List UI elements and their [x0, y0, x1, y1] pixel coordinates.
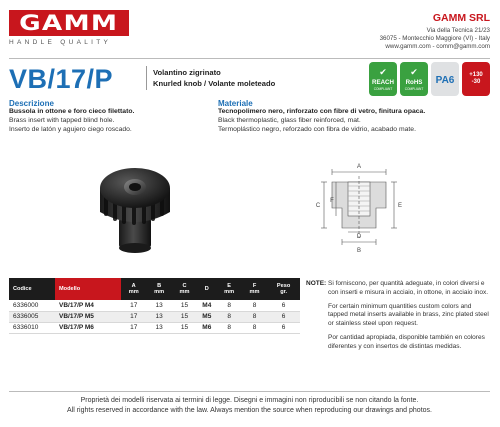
- cell-e: 8: [216, 322, 241, 333]
- cell-modello: VB/17/P M5: [55, 311, 121, 322]
- material-text: [218, 108, 490, 134]
- dim-label-a: A: [356, 164, 362, 170]
- cell-d: M6: [197, 322, 216, 333]
- temperature-badge: [462, 62, 490, 96]
- cell-modello: VB/17/P M6: [55, 322, 121, 333]
- logo-box: [9, 10, 129, 36]
- cell-a: 17: [121, 311, 146, 322]
- table-row: [9, 311, 300, 322]
- cell-c: 15: [172, 311, 197, 322]
- technical-drawing: [302, 158, 414, 258]
- cell-c: 15: [172, 322, 197, 333]
- temperature-max: +130: [469, 72, 483, 78]
- material-it: Tecnopolimero nero, rinforzato con fibre di vetro, finitura opaca.: [218, 108, 426, 115]
- title-separator: [146, 66, 147, 90]
- reach-badge-name: REACH: [371, 78, 394, 86]
- cell-peso: 6: [267, 311, 300, 322]
- description-text: [9, 108, 209, 134]
- cell-a: 17: [121, 322, 146, 333]
- gamm-logo: [9, 10, 129, 46]
- table-row: [9, 300, 300, 311]
- notes-body: [328, 280, 490, 352]
- cell-peso: 6: [267, 300, 300, 311]
- product-name-it: Volantino zigrinato: [153, 68, 221, 77]
- header-a: A mm: [121, 278, 146, 300]
- header-b: B mm: [146, 278, 171, 300]
- table-row: [9, 322, 300, 333]
- rohs-badge-sub: COMPLIANT: [404, 86, 424, 91]
- header-d: D: [197, 278, 216, 300]
- cell-a: 17: [121, 300, 146, 311]
- cell-b: 13: [146, 322, 171, 333]
- reach-badge-sub: COMPLIANT: [373, 86, 393, 91]
- description-es: Inserto de latón y agujero ciego roscado.: [9, 125, 132, 133]
- company-address-line1: Via della Tecnica 21/23: [426, 27, 490, 34]
- material-badge: [431, 62, 459, 96]
- footer-divider: [9, 391, 490, 392]
- cell-b: 13: [146, 300, 171, 311]
- dim-label-f: F: [330, 198, 334, 204]
- cell-codice: 6336000: [9, 300, 55, 311]
- dimensions-table: [9, 278, 300, 334]
- company-contact-line: www.gamm.com - comm@gamm.com: [385, 42, 490, 50]
- header-codice: Codice: [9, 278, 55, 300]
- product-code-title: VB/17/P: [9, 64, 114, 94]
- cell-e: 8: [216, 300, 241, 311]
- reach-badge: [369, 62, 397, 96]
- cell-b: 13: [146, 311, 171, 322]
- dim-label-e: E: [397, 203, 403, 209]
- reach-check-icon: ✔: [379, 66, 387, 77]
- footer-en: All rights reserved in accordance with the law. Always mention the source when reproducing our drawings and photos.: [67, 407, 432, 414]
- description-it: Bussola in ottone e foro cieco filettato.: [9, 108, 135, 115]
- rohs-badge: [400, 62, 428, 96]
- header-f: F mm: [242, 278, 267, 300]
- cell-f: 8: [242, 300, 267, 311]
- cell-e: 8: [216, 311, 241, 322]
- product-name-en-es: Knurled knob / Volante moleteado: [153, 79, 276, 88]
- product-names: [153, 67, 275, 89]
- description-label: Descrizione: [9, 99, 54, 108]
- knob-product-photo: [92, 160, 178, 256]
- material-en: Black thermoplastic, glass fiber reinforced, mat.: [218, 116, 361, 124]
- company-address-line2: 36075 - Montecchio Maggiore (VI) - Italy: [379, 34, 490, 42]
- cell-modello: VB/17/P M4: [55, 300, 121, 311]
- logo-tagline: HANDLE QUALITY: [9, 39, 112, 46]
- header-e: E mm: [216, 278, 241, 300]
- footer-it: Proprietà dei modelli riservata ai termini di legge. Disegni e immagini non riproducibili se non citando la fonte.: [80, 397, 419, 404]
- note-en: For certain minimum quantities custom colors and tapped metal inserts available in brass, zinc plated steel or stainless steel upon request.: [328, 302, 489, 328]
- cell-f: 8: [242, 322, 267, 333]
- rohs-check-icon: ✔: [410, 66, 418, 77]
- footer-disclaimer: [9, 396, 490, 416]
- dim-label-d: D: [356, 234, 362, 240]
- material-label: Materiale: [218, 99, 253, 108]
- certification-badges: [369, 62, 490, 96]
- cell-peso: 6: [267, 322, 300, 333]
- temperature-min: -30: [471, 79, 481, 85]
- dim-label-b: B: [356, 248, 362, 254]
- material-badge-name: PA6: [435, 74, 455, 86]
- cell-d: M5: [197, 311, 216, 322]
- header-modello: Modello: [55, 278, 121, 300]
- notes-label: NOTE:: [306, 280, 327, 287]
- description-en: Brass insert with tapped blind hole.: [9, 116, 115, 124]
- cell-codice: 6336005: [9, 311, 55, 322]
- table-header-row: [9, 278, 300, 300]
- rohs-badge-name: RoHS: [405, 78, 423, 86]
- logo-text: GAMM: [19, 11, 119, 35]
- cell-f: 8: [242, 311, 267, 322]
- material-es: Termoplástico negro, reforzado con fibra de vidrio, acabado mate.: [218, 125, 416, 133]
- cell-codice: 6336010: [9, 322, 55, 333]
- cell-d: M4: [197, 300, 216, 311]
- note-it: Si forniscono, per quantità adeguate, in colori diversi e con inserti e misura in acciaio, in ottone, in acciaio inox.: [328, 280, 489, 296]
- header-peso: Peso gr.: [267, 278, 300, 300]
- company-name: GAMM SRL: [432, 12, 490, 24]
- notes-section: [306, 280, 490, 357]
- cell-c: 15: [172, 300, 197, 311]
- header-divider: [9, 58, 490, 59]
- note-es: Por cantidad apropiada, disponible también en colores diferentes y con insertos de distintas medidas.: [328, 333, 485, 350]
- dim-label-c: C: [315, 203, 321, 209]
- company-info: [380, 12, 490, 50]
- header-c: C mm: [172, 278, 197, 300]
